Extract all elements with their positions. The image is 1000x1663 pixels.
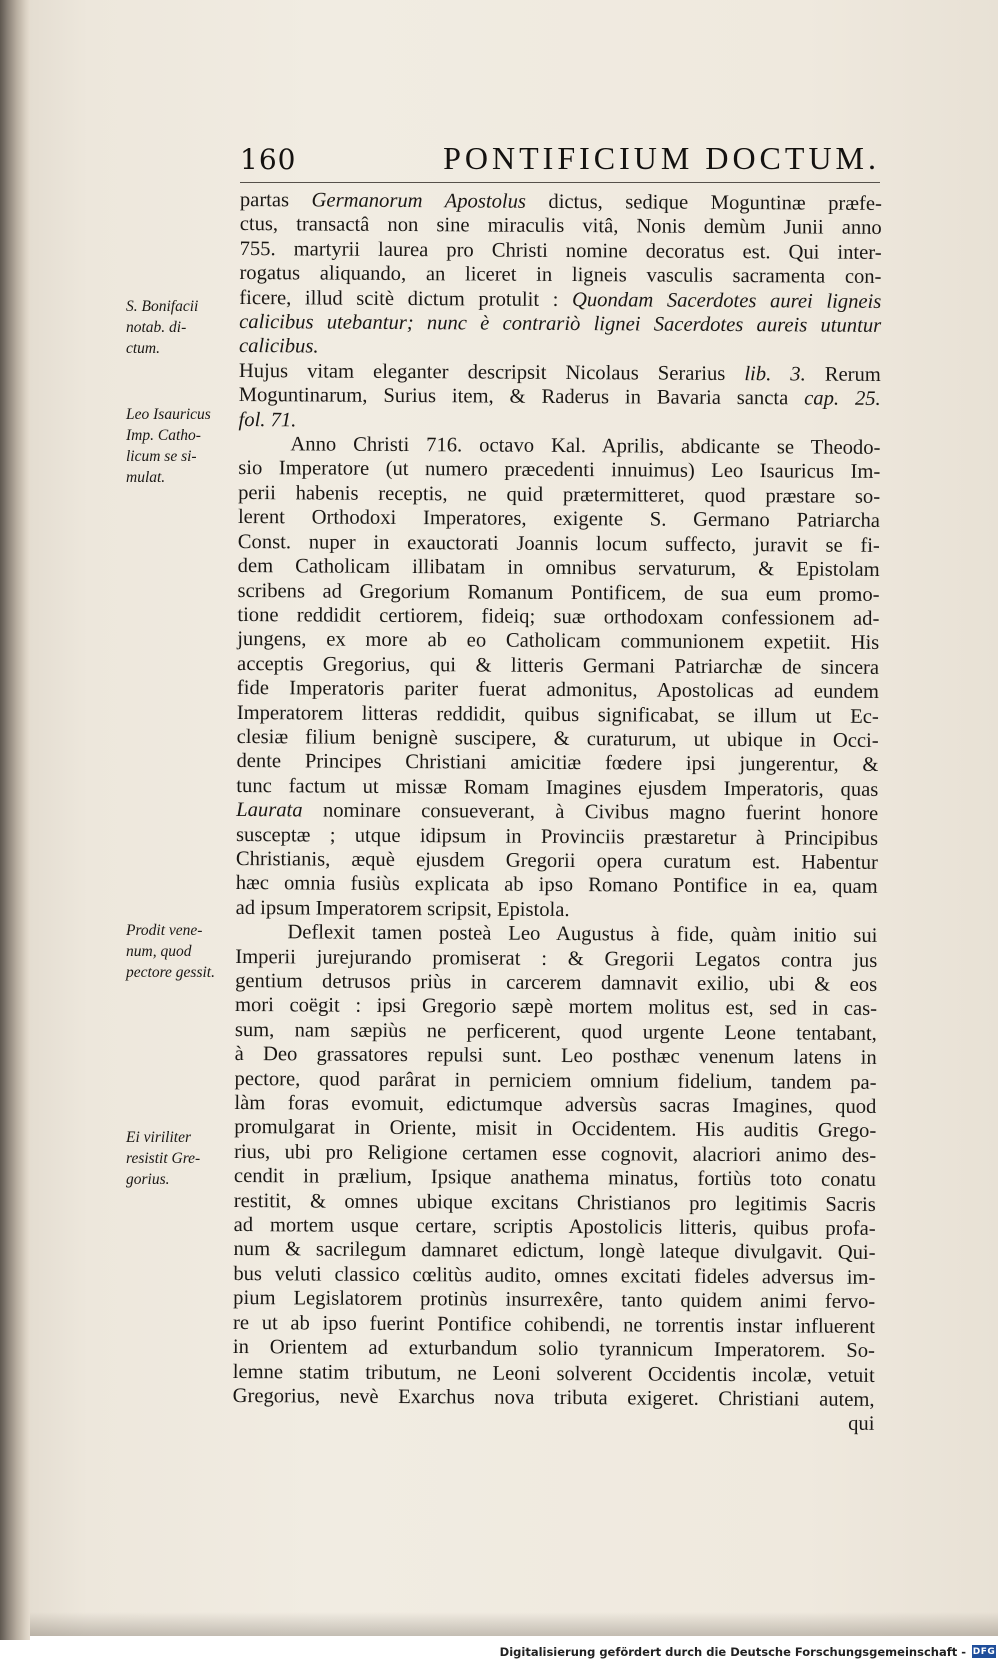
text-line: [232, 1408, 874, 1436]
text-line: [233, 1384, 875, 1412]
text-run: sio Imperatore (ut numero præcedenti innuimus) Leo Isauricus Im-: [238, 457, 881, 484]
text-run: scribens ad Gregorium Romanum Pontificem, de sua eum promo-: [237, 579, 880, 606]
text-run: bus veluti classico cœlitùs audito, omnes excitati fideles adversus im-: [233, 1262, 876, 1289]
text-line: [239, 261, 881, 289]
text-run: pium Legislatorem protinùs insurrexêre, tanto quidem animi fervo-: [233, 1287, 876, 1314]
text-line: [234, 1115, 876, 1143]
margin-note-bonifacius: [126, 296, 236, 359]
text-run: Gregorius, nevè Exarchus nova tributa exigeret. Christiani autem,: [232, 1384, 875, 1411]
italic-text: Laurata: [236, 799, 303, 822]
text-run: cendit in prælium, Ipsique anathema minatus, fortiùs toto conatu: [233, 1165, 877, 1192]
text-run: ad ipsum Imperatorem scripsit, Epistola.: [235, 896, 570, 921]
text-line: [235, 920, 877, 948]
text-line: [240, 212, 882, 240]
text-line: [237, 578, 879, 606]
text-run: mori coëgit : ipsi Gregorio sæpè mortem molitus est, sed in cas-: [234, 994, 878, 1021]
text-run: gentium detrusos priùs in carcerem damnavit exilio, ubi & eos: [235, 969, 878, 996]
text-run: dictus, sedique Moguntinæ præfe-: [525, 190, 882, 215]
text-run: Moguntinarum, Surius item, & Raderus in Bavaria sancta: [238, 384, 805, 410]
text-line: [238, 456, 880, 484]
footer-credit: Digitalisierung gefördert durch die Deutsche Forschungsgemeinschaft -: [499, 1644, 966, 1659]
text-run: fide Imperatoris pariter fuerat admonitus, Apostolicas ad eundem: [236, 677, 880, 704]
body-text: [232, 188, 882, 1437]
text-line: [238, 554, 880, 582]
text-run: Hujus vitam eleganter descripsit Nicolaus Serarius: [238, 359, 745, 385]
margin-note-line: notab. di-: [126, 319, 187, 336]
margin-note-prodit-venenum: [126, 920, 236, 983]
text-line: [236, 798, 878, 826]
text-run: num & sacrilegum damnaret edictum, longè lateque divulgavit. Qui-: [233, 1238, 876, 1265]
text-line: [237, 627, 879, 655]
text-run: Const. nuper in exauctorati Joannis locum suffecto, juravit se fi-: [237, 530, 880, 557]
text-line: [233, 1237, 875, 1265]
text-run: sum, nam sæpiùs ne perficerent, quod urgente Leone tentabant,: [234, 1018, 877, 1045]
text-run: tunc factum ut missæ Romam Imagines ejusdem Imperatoris, quas: [236, 774, 879, 801]
text-line: [238, 505, 880, 533]
italic-text: Germanorum Apostolus: [311, 189, 527, 213]
text-run: ficere, illud scitè dictum protulit :: [239, 286, 573, 311]
text-run: in Orientem ad exturbandum solio tyrannicum Imperatorem. So-: [232, 1336, 875, 1362]
text-run: hæc omnia fusiùs explicata ab ipso Romano Pontifice in ea, quam: [235, 872, 878, 899]
page-header: [240, 140, 880, 177]
text-run: lerent Orthodoxi Imperatores, exigente S. Germano Patriarcha: [237, 506, 881, 533]
text-run: làm foras evomuit, edictumque adversùs sacras Imagines, quod: [234, 1092, 877, 1118]
text-run: qui: [848, 1413, 875, 1436]
margin-note-line: Ei viriliter: [126, 1129, 192, 1146]
text-run: rius, ubi pro Religione certamen esse cognovit, alacriori animo des-: [234, 1140, 877, 1167]
text-run: susceptæ ; utque idipsum in Provinciis præstaretur à Principibus: [235, 823, 879, 850]
text-run: lemne statim tributum, ne Leoni solverent Occidentis incolæ, vetuit: [232, 1360, 875, 1387]
book-spine-edge: [0, 0, 30, 1640]
text-run: re ut ab ipso fuerint Pontifice cohibendi, ne torrentis instar influerent: [233, 1311, 876, 1338]
text-run: Imperii jurejurando promiserat : & Gregorii Legatos contra jus: [235, 945, 878, 972]
italic-text: Quondam Sacerdotes aurei ligneis: [571, 288, 882, 313]
text-line: [234, 1164, 876, 1192]
margin-note-line: gorius.: [126, 1171, 170, 1188]
text-line: [236, 871, 878, 899]
text-line: [233, 1335, 875, 1363]
page-number: 160: [240, 143, 297, 176]
text-line: [235, 993, 877, 1021]
italic-text: fol. 71.: [238, 408, 297, 432]
margin-note-ei-viriliter: [126, 1127, 236, 1190]
text-run: ctus, transactâ non sine miraculis vitâ, Nonis demùm Junii anno: [239, 213, 882, 240]
text-run: partas: [239, 188, 312, 212]
text-run: clesiæ filium benignè suscipere, & curaturum, ut ubique in Occi-: [236, 725, 879, 752]
margin-note-line: resistit Gre-: [126, 1150, 201, 1167]
text-line: [239, 310, 881, 363]
margin-note-line: S. Bonifacii: [126, 298, 199, 315]
text-run: perii habenis receptis, ne quid prætermitteret, quod præstare so-: [238, 481, 881, 508]
margin-note-line: pectore gessit.: [126, 964, 215, 981]
text-run: dem Catholicam illibatam in omnibus servaturum, & Epistolam: [237, 555, 880, 582]
margin-note-line: num, quod: [126, 943, 192, 960]
text-line: [235, 1042, 877, 1070]
text-run: à Deo grassatores repulsi sunt. Leo posthæc venenum latens in: [234, 1043, 877, 1070]
text-line: [233, 1359, 875, 1387]
italic-text: cap. 25.: [804, 387, 881, 411]
text-run: promulgarat in Oriente, misit in Occidentem. His auditis Grego-: [234, 1116, 877, 1143]
margin-note-line: Leo Isauricus: [126, 406, 211, 423]
text-run: rogatus aliquando, an liceret in ligneis vasculis sacramenta con-: [239, 262, 882, 289]
text-run: acceptis Gregorius, qui & litteris Germani Patriarchæ de sincera: [237, 652, 880, 679]
page-bottom-shadow: [30, 1612, 998, 1636]
italic-text: calicibus utebantur; nunc è contrariò lignei Sacerdotes aureis utuntur calicibus.: [238, 311, 882, 358]
text-run: tione reddidit certiorem, fideiq; suæ orthodoxam confessionem ad-: [237, 603, 880, 630]
footer-bar: [0, 1640, 1000, 1663]
italic-text: lib. 3.: [744, 362, 806, 386]
margin-note-line: Imp. Catho-: [126, 427, 201, 444]
margin-note-line: mulat.: [126, 469, 166, 486]
text-run: ad mortem usque certare, scriptis Apostolicis litteris, quibus profa-: [233, 1214, 876, 1240]
text-line: [233, 1286, 875, 1314]
text-run: dente Principes Christiani amicitiæ fœdere ipsi jungerentur, &: [236, 750, 879, 777]
text-run: pectore, quod parârat in perniciem omnium fidelium, tandem pa-: [234, 1067, 877, 1094]
text-line: [237, 676, 879, 704]
margin-note-leo-isauricus: [126, 404, 236, 488]
text-run: Anno Christi 716. octavo Kal. Aprilis, abdicante se Theodo-: [290, 433, 881, 459]
margin-note-line: licum se si-: [126, 448, 197, 465]
text-run: Christianis, æquè ejusdem Gregorii opera curatum est. Habentur: [235, 847, 878, 874]
margin-note-line: ctum.: [126, 340, 161, 357]
text-run: nominare consueverant, à Civibus magno fuerint honore: [302, 799, 879, 826]
header-rule: [240, 182, 880, 183]
dfg-logo-icon: DFG: [972, 1646, 996, 1657]
text-run: Rerum: [805, 363, 881, 386]
text-run: jungens, ex more ab eo Catholicam communionem expetiit. His: [237, 628, 880, 655]
text-run: restitit, & omnes ubique excitans Christianos pro legitimis Sacris: [233, 1189, 876, 1216]
text-run: 755. martyrii laurea pro Christi nomine decoratus est. Qui inter-: [239, 237, 882, 264]
text-run: Imperatorem litteras reddidit, quibus significabat, se illum ut Ec-: [236, 701, 879, 728]
running-title: PONTIFICIUM DOCTUM.: [443, 140, 880, 176]
text-line: [239, 383, 881, 411]
text-line: [236, 749, 878, 777]
text-run: Deflexit tamen posteà Leo Augustus à fide, quàm initio sui: [287, 921, 878, 948]
margin-note-line: Prodit vene-: [126, 922, 203, 939]
